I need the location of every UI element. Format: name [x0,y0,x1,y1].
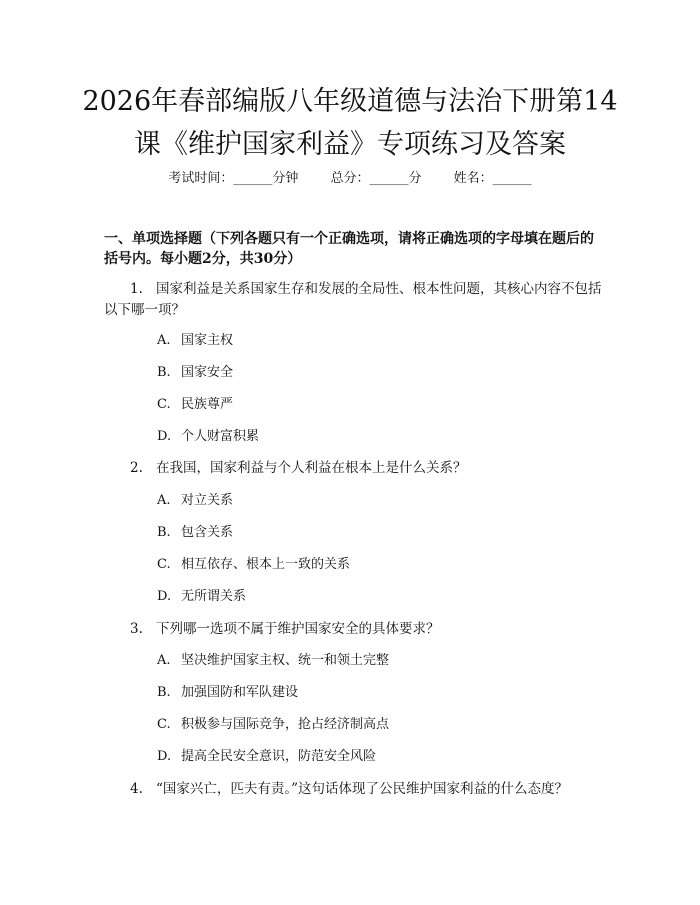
option-text: 国家安全 [181,365,234,380]
option-letter: C. [157,717,171,732]
option-letter: C. [157,557,171,572]
total-score: 总分：______分 [330,171,422,186]
option-1b [157,364,233,382]
title-line-2: 课《维护国家利益》专项练习及答案 [134,129,566,160]
option-text: 个人财富积累 [181,429,260,444]
option-text: 对立关系 [181,493,234,508]
option-3d [157,748,376,766]
question-number: 3. [130,621,143,637]
exam-info [0,170,700,188]
question-number: 2. [130,460,143,476]
option-1a [157,332,233,350]
option-3b [157,684,298,702]
section-heading: 一、单项选择题（下列各题只有一个正确选项，请将正确选项的字母填在题后的括号内。每小题2分，共30分） [104,231,594,267]
option-2d [157,588,246,606]
option-text: 坚决维护国家主权、统一和领土完整 [181,653,390,668]
question-text: 国家利益是关系国家生存和发展的全局性、根本性问题，其核心内容不包括以下哪一项？ [104,281,602,318]
option-1c [157,396,233,414]
option-letter: C. [157,397,171,412]
option-letter: B. [157,525,171,540]
question-text: “国家兴亡，匹夫有责。”这句话体现了公民维护国家利益的什么态度？ [156,781,569,797]
option-letter: D. [157,589,172,604]
option-letter: A. [157,653,171,668]
option-3a [157,652,389,670]
option-letter: B. [157,365,171,380]
question-1 [104,279,604,321]
question-text: 在我国，国家利益与个人利益在根本上是什么关系？ [156,460,467,476]
option-text: 无所谓关系 [181,589,247,604]
option-letter: B. [157,685,171,700]
option-letter: A. [157,493,171,508]
option-text: 相互依存、根本上一致的关系 [181,557,351,572]
question-number: 4. [130,781,143,797]
option-text: 加强国防和军队建设 [181,685,299,700]
option-text: 提高全民安全意识，防范安全风险 [181,749,377,764]
option-3c [157,716,389,734]
option-text: 民族尊严 [181,397,234,412]
question-2 [104,458,604,479]
option-2c [157,556,350,574]
question-number: 1. [130,281,143,297]
option-text: 积极参与国际竞争，抢占经济制高点 [181,717,390,732]
option-letter: D. [157,749,172,764]
option-letter: D. [157,429,172,444]
exam-time: 考试时间：______分钟 [168,171,299,186]
title-line-1: 2026年春部编版八年级道德与法治下册第14 [82,86,618,117]
student-name: 姓名：______ [453,171,532,186]
option-text: 国家主权 [181,333,234,348]
option-1d [157,428,259,446]
option-2a [157,492,233,510]
question-4 [104,779,604,800]
option-2b [157,524,233,542]
option-letter: A. [157,333,171,348]
question-text: 下列哪一选项不属于维护国家安全的具体要求？ [156,621,440,637]
document-title [60,80,640,166]
option-text: 包含关系 [181,525,234,540]
question-3 [104,619,604,640]
